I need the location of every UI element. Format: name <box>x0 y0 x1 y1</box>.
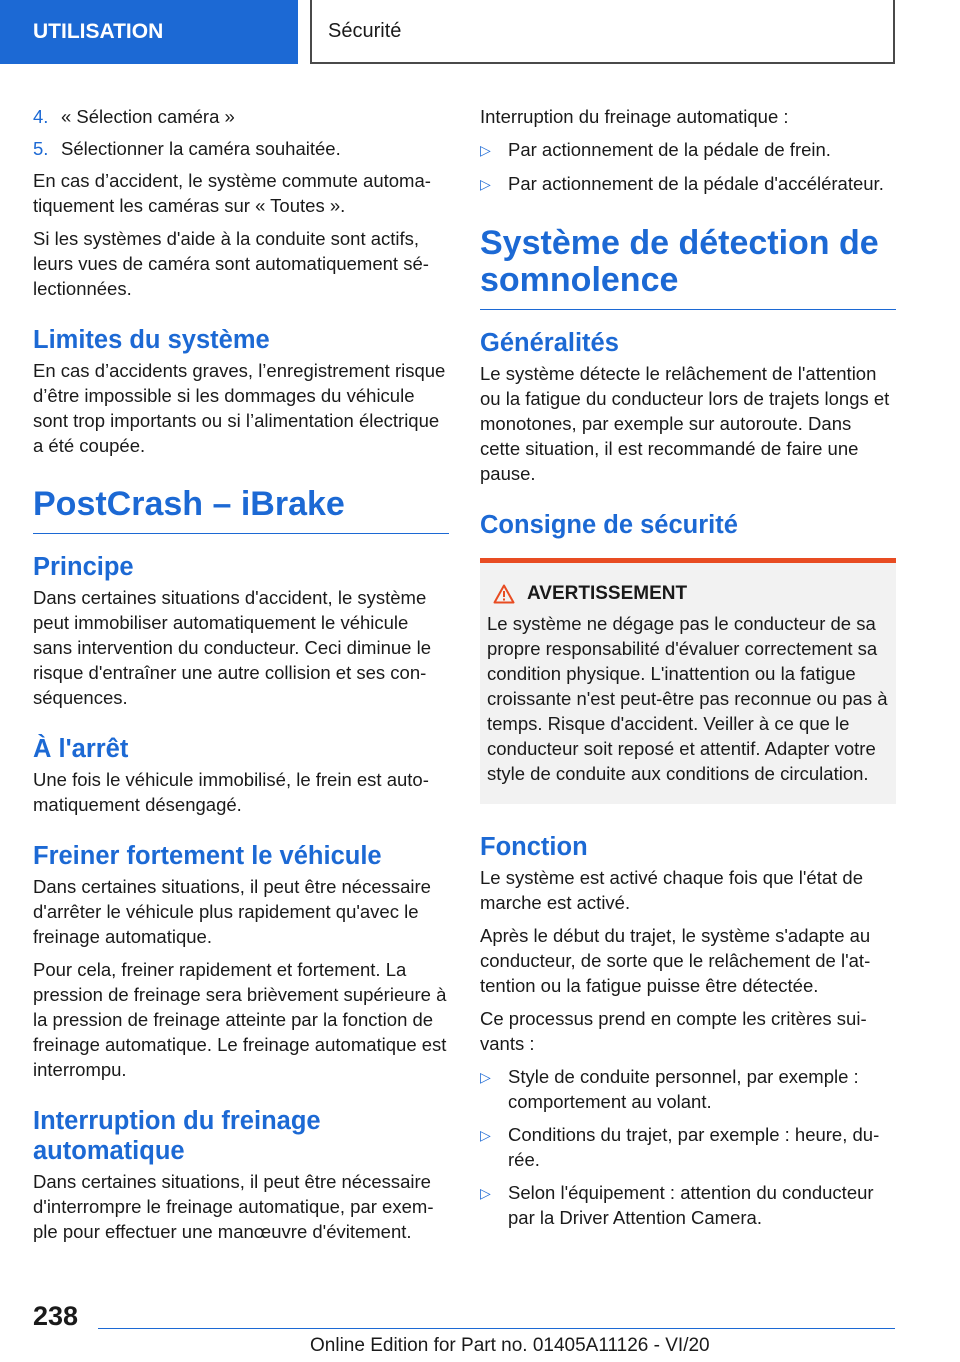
warning-header <box>487 583 888 605</box>
paragraph: Pour cela, freiner rapidement et fortement. La pression de freinage sera brièvement supérieure à la pression de freinage atteinte par la fonction de freinage automatique. Le freinage automatique est interrompu. <box>33 959 447 1080</box>
section-heading: À l'arrêt <box>33 735 129 763</box>
section-tab: UTILISATION <box>0 0 298 64</box>
paragraph: Ce processus prend en compte les critères suivants : <box>480 1008 867 1054</box>
section-heading: Consigne de sécurité <box>480 511 738 539</box>
chapter-heading: Système de détection de somnolence <box>480 225 896 310</box>
warning-box <box>480 558 896 804</box>
list-item <box>33 136 449 161</box>
subsection-title: Sécurité <box>310 0 895 64</box>
paragraph: Si les systèmes d'aide à la conduite sont actifs, leurs vues de caméra sont automatiquement sélectionnées. <box>33 228 429 299</box>
section-heading: Fonction <box>480 833 588 861</box>
warning-title: AVERTISSEMENT <box>527 583 688 604</box>
paragraph: Le système détecte le relâchement de l'attention ou la fatigue du conducteur lors de trajets longs et monotones, par exemple sur autoroute. Dans cette situation, il est recommandé de faire une pause. <box>480 363 890 484</box>
list-item <box>480 1064 896 1114</box>
paragraph: Dans certaines situations d'accident, le système peut immobiliser automatiquement le véhicule sans intervention du conducteur. Ceci diminue le risque d'entraîner une autre collision et ses conséquences. <box>33 587 431 708</box>
bullet-text: Style de conduite personnel, par exemple : comportement au volant. <box>508 1066 859 1112</box>
section-heading: Généralités <box>480 329 619 357</box>
paragraph: En cas d’accident, le système commute automatiquement les caméras sur « Toutes ». <box>33 170 431 216</box>
list-item <box>480 137 896 163</box>
paragraph: Une fois le véhicule immobilisé, le frein est automatiquement désengagé. <box>33 769 429 815</box>
paragraph: Interruption du freinage automatique : <box>480 106 789 127</box>
list-item <box>33 104 449 129</box>
section-heading: Limites du système <box>33 326 270 354</box>
paragraph: Le système est activé chaque fois que l'état de marche est activé. <box>480 867 864 913</box>
chapter-heading: PostCrash – iBrake <box>33 486 449 534</box>
paragraph: En cas d’accidents graves, l’enregistrement risque d’être impossible si les dommages du véhicule sont trop importants ou si l’alimentation électrique a été coupée. <box>33 360 446 456</box>
triangle-bullet-icon: ▷ <box>480 1069 491 1085</box>
triangle-bullet-icon: ▷ <box>480 142 491 158</box>
step-text: Sélectionner la caméra souhaitée. <box>61 138 341 159</box>
step-number: 5. <box>33 138 49 159</box>
section-heading: Principe <box>33 553 134 581</box>
paragraph: Dans certaines situations, il peut être nécessaire d'interrompre le freinage automatique, par exemple pour effectuer une manœuvre d'évitement. <box>33 1171 434 1242</box>
step-number: 4. <box>33 106 49 127</box>
triangle-bullet-icon: ▷ <box>480 1185 491 1201</box>
triangle-bullet-icon: ▷ <box>480 176 491 192</box>
right-column <box>480 104 896 1238</box>
paragraph: Dans certaines situations, il peut être nécessaire d'arrêter le véhicule plus rapidement qu'avec le freinage automatique. <box>33 876 431 947</box>
left-column <box>33 104 449 1252</box>
warning-triangle-icon <box>493 584 515 604</box>
triangle-bullet-icon: ▷ <box>480 1127 491 1143</box>
bullet-text: Par actionnement de la pédale d'accélérateur. <box>508 173 884 194</box>
section-heading: Interruption du freinage automatique <box>33 1107 321 1165</box>
bullet-text: Par actionnement de la pédale de frein. <box>508 139 831 160</box>
section-heading: Freiner fortement le véhicule <box>33 842 382 870</box>
bullet-text: Conditions du trajet, par exemple : heure, durée. <box>508 1124 880 1170</box>
bullet-text: Selon l'équipement : attention du conducteur par la Driver Attention Camera. <box>508 1182 874 1228</box>
step-text: « Sélection caméra » <box>61 106 235 127</box>
footer-divider <box>98 1328 895 1329</box>
page-number: 238 <box>33 1301 79 1331</box>
list-item <box>480 171 896 197</box>
edition-footer: Online Edition for Part no. 01405A11126 - VI/20 <box>310 1335 710 1356</box>
list-item <box>480 1180 896 1230</box>
paragraph: Après le début du trajet, le système s'adapte au conducteur, de sorte que le relâchement de l'attention ou la fatigue puisse être détectée. <box>480 925 871 996</box>
list-item <box>480 1122 896 1172</box>
warning-text: Le système ne dégage pas le conducteur de sa propre responsabilité d'évaluer correctement sa condition physique. L'inattention ou la fatigue croissante n'est peut-être pas reconnue ou pas à temps. Risque d'accident. Veiller à ce que le conducteur soit reposé et attentif. Adapter votre style de conduite aux conditions de circulation. <box>487 613 888 784</box>
